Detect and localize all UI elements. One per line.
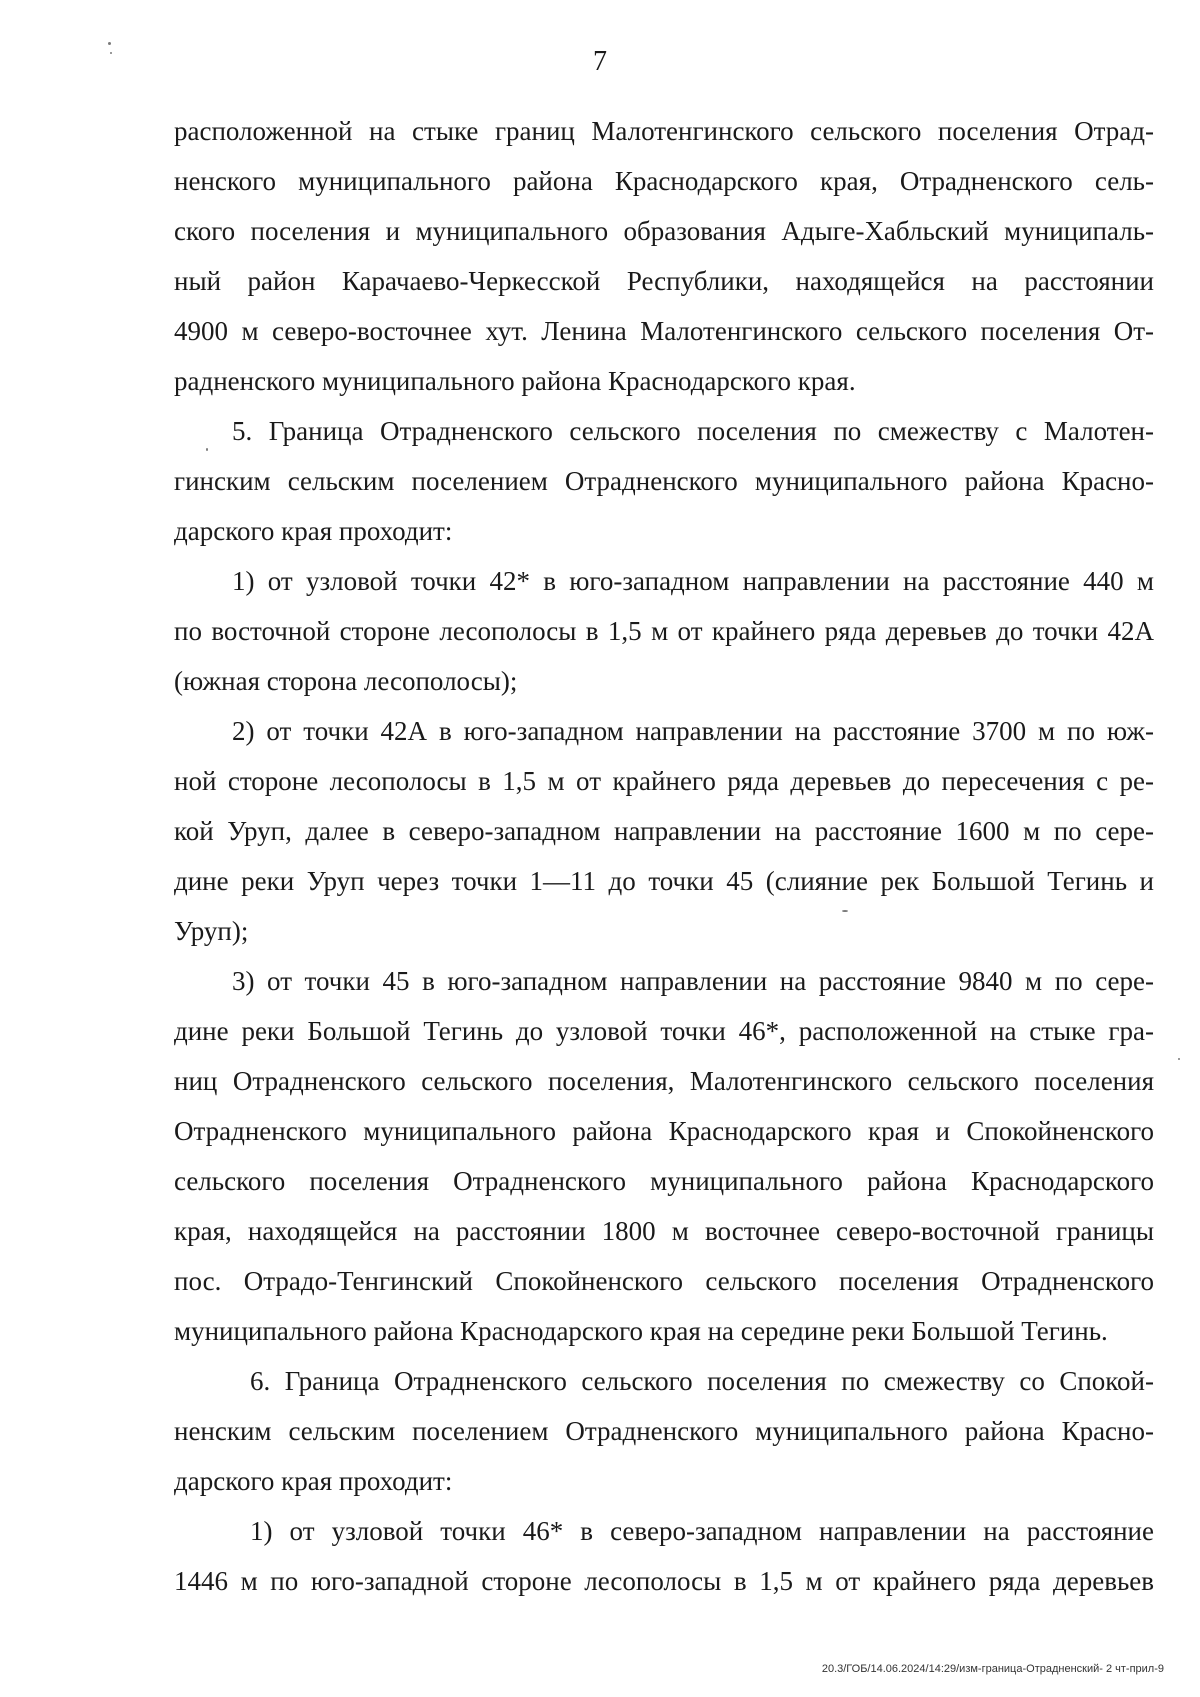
text-line: края, находящейся на расстоянии 1800 м восточнее северо-восточной границы: [174, 1216, 1154, 1246]
text-line: Уруп);: [174, 916, 249, 946]
text-line: расположенной на стыке границ Малотенгинского сельского поселения Отрад-: [174, 116, 1154, 146]
text-line: по восточной стороне лесополосы в 1,5 м от крайнего ряда деревьев до точки 42А: [174, 616, 1154, 646]
text-line: муниципального района Краснодарского края на середине реки Большой Тегинь.: [174, 1316, 1108, 1346]
scan-speck: [108, 42, 111, 45]
text-line: 5. Граница Отрадненского сельского поселения по смежеству с Малотен-: [232, 416, 1154, 446]
paragraph: [174, 1506, 1154, 1606]
text-line: 2) от точки 42А в юго-западном направлении на расстояние 3700 м по юж-: [232, 716, 1154, 746]
text-line: гинским сельским поселением Отрадненского муниципального района Красно-: [174, 466, 1154, 496]
paragraph: [174, 406, 1154, 556]
paragraph: [174, 956, 1154, 1356]
file-path-footer: 20.3/ГОБ/14.06.2024/14:29/изм-граница-Отрадненский- 2 чт-прил-9: [821, 1663, 1164, 1675]
text-line: ского поселения и муниципального образования Адыге-Хабльский муниципаль-: [174, 216, 1154, 246]
text-line: ненским сельским поселением Отрадненского муниципального района Красно-: [174, 1416, 1154, 1446]
paragraph: [174, 1356, 1154, 1506]
text-line: дине реки Уруп через точки 1—11 до точки 45 (слияние рек Большой Тегинь и: [174, 866, 1154, 896]
scan-speck: [842, 910, 848, 912]
scan-speck: [1178, 1058, 1180, 1060]
text-line: 4900 м северо-восточнее хут. Ленина Малотенгинского сельского поселения От-: [174, 316, 1154, 346]
text-line: 1) от узловой точки 42* в юго-западном направлении на расстояние 440 м: [232, 566, 1154, 596]
text-line: ной стороне лесополосы в 1,5 м от крайнего ряда деревьев до пересечения с ре-: [174, 766, 1154, 796]
text-line: дине реки Большой Тегинь до узловой точки 46*, расположенной на стыке гра-: [174, 1016, 1154, 1046]
text-line: дарского края проходит:: [174, 1466, 453, 1496]
text-line: ниц Отрадненского сельского поселения, Малотенгинского сельского поселения: [174, 1066, 1154, 1096]
text-line: 1446 м по юго-западной стороне лесополосы в 1,5 м от крайнего ряда деревьев: [174, 1566, 1154, 1596]
text-line: сельского поселения Отрадненского муниципального района Краснодарского: [174, 1166, 1154, 1196]
paragraph: [174, 556, 1154, 706]
text-line: ный район Карачаево-Черкесской Республики, находящейся на расстоянии: [174, 266, 1154, 296]
document-body: [174, 106, 1154, 1606]
text-line: 3) от точки 45 в юго-западном направлении на расстояние 9840 м по сере-: [232, 966, 1154, 996]
text-line: Отрадненского муниципального района Краснодарского края и Спокойненского: [174, 1116, 1154, 1146]
text-line: дарского края проходит:: [174, 516, 453, 546]
text-line: пос. Отрадо-Тенгинский Спокойненского сельского поселения Отрадненского: [174, 1266, 1154, 1296]
scan-speck: [110, 52, 112, 54]
text-line: 1) от узловой точки 46* в северо-западном направлении на расстояние: [250, 1516, 1154, 1546]
page-number: 7: [593, 46, 607, 77]
text-line: 6. Граница Отрадненского сельского поселения по смежеству со Спокой-: [250, 1366, 1154, 1396]
paragraph: [174, 106, 1154, 406]
text-line: радненского муниципального района Краснодарского края.: [174, 366, 856, 396]
paragraph: [174, 706, 1154, 956]
text-line: (южная сторона лесополосы);: [174, 666, 518, 696]
text-line: ненского муниципального района Краснодарского края, Отрадненского сель-: [174, 166, 1154, 196]
text-line: кой Уруп, далее в северо-западном направлении на расстояние 1600 м по сере-: [174, 816, 1154, 846]
scan-speck: [206, 448, 208, 451]
